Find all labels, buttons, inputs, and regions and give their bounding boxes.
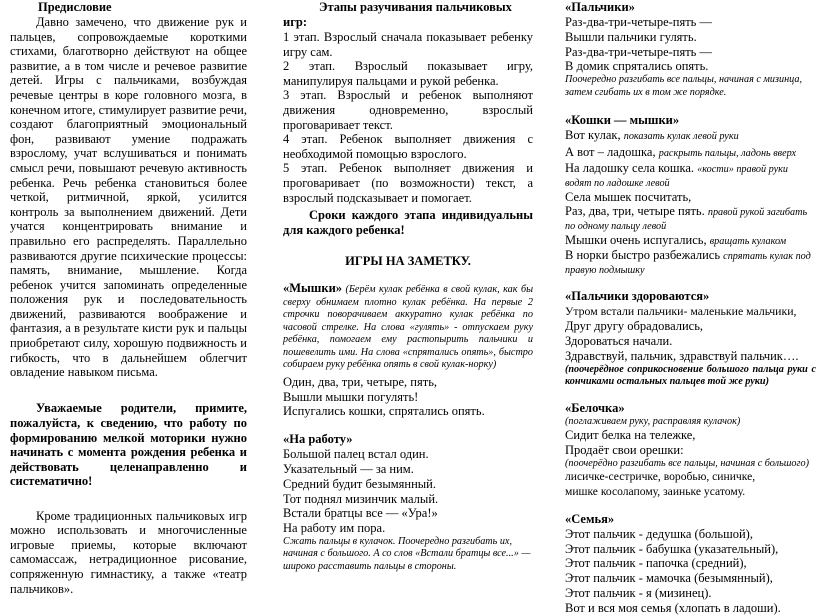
preface-intro: Давно замечено, что движение рук и пальцев, сопровождаемые короткими стихами, благотворно действуют на общее развитие, а в том числе и речевое развитие детей. Игры с пальчиками, возбуждая речевые центры в коре головного мозга, в конечном итоге, стимулирует развитие речи, создают благоприятный эмоциональный фон, развивают умение подражать взрослому, учат вслушиваться и понимать смысл речи, повышают речевую активность ребенка. Речь ребенка становиться более четкой, ритмичной, яркой, усилится контроль за выполнением движений. Дети учатся концентрировать внимание и правильно его распределять. Параллельно развиваются другие психические процессы: память, внимание, мышление. Когда ребенок учится запоминать определенные положения рук и последовательность движений, развиваются воображение и фантазия, а в результате кисти рук и пальцы приобретают силу, хорошую подвижность и гибкость, что в дальнейшем облегчит овладение навыком письма. [10, 15, 247, 380]
squirrel-line: мишке косолапому, заиньке усатому. [565, 484, 746, 498]
cats-note: правой рукой загибать по одному пальцу левой [565, 206, 808, 232]
stage-4: 4 этап. Ребенок выполняет движения с необходимой помощью взрослого. [283, 132, 533, 161]
column-preface [10, 0, 247, 596]
squirrel-note: (поочерёдно разгибать все пальцы, начиная с большого) [565, 457, 809, 469]
cats-line: Раз, два, три, четыре пять. [565, 203, 705, 218]
game-family [565, 512, 816, 616]
stage-5: 5 этап. Ребенок выполняет движения и проговаривает (по возможности) текст, а взрослый подсказывает и помогает. [283, 161, 533, 205]
mice-instruction: (Берём кулак ребёнка в свой кулак, как бы сверху обнимаем плотно кулак ребёнка. На первые 2 строчки поворачиваем аккуратно кулак ребёнка по часовой стрелке. На слова «гулять» - отпускаем руку ребёнка, помогаем ему растопырить пальчики и пошевелить ими. На слова «спрятались опять», быстро собираем руку ребёнка опять в свой кулак-норку) [283, 284, 533, 371]
stage-2: 2 этап. Взрослый показывает игру, манипулируя пальцами и рукой ребенка. [283, 59, 533, 88]
fingers-instruction: Поочередно разгибать все пальцы, начиная с мизинца, затем сгибать их в том же порядке. [565, 74, 802, 98]
mice-title: «Мышки» [283, 281, 343, 296]
work-title: «На работу» [283, 432, 353, 447]
squirrel-line: Сидит белка на тележке, [565, 428, 696, 443]
game-healthy [565, 289, 816, 388]
game-mice [283, 282, 533, 419]
cats-note: показать кулак левой руки [623, 131, 739, 143]
game-fingers [565, 0, 816, 99]
deadline-note: Сроки каждого этапа индивидуальны для каждого ребенка! [283, 208, 533, 237]
game-squirrel [565, 401, 816, 500]
cats-line: Села мышек посчитать, [565, 189, 692, 204]
work-line: Указательный — за ним. [283, 462, 414, 476]
preface-closing: Кроме традиционных пальчиковых игр можно использовать и многочисленные игровые приемы, которые включают самомассаж, нетрадиционное рисование, сопряженную гимнастику, а также «театр пальчиков». [10, 508, 247, 596]
cats-note: вращать кулаком [709, 235, 787, 247]
work-instruction: Сжать пальцы в кулачок. Поочередно разгибать их, начиная с большого. А со слов «Встали братцы все...» — широко расставить пальцы в стороны. [283, 535, 531, 572]
stage-1: 1 этап. Взрослый сначала показывает ребенку игру сам. [283, 30, 533, 59]
cats-line: А вот – ладошка, [565, 144, 656, 159]
work-line: Средний будит безымянный. [283, 476, 436, 491]
healthy-line: Здороваться начали. [565, 333, 673, 348]
family-line: Этот пальчик - дедушка (большой), [565, 526, 753, 541]
family-line: Вот и вся моя семья (хлопать в ладоши). [565, 600, 781, 615]
mice-line: Вышли мышки погулять! [283, 389, 419, 404]
work-line: Тот поднял мизинчик малый. [283, 491, 439, 506]
column-stages [283, 0, 533, 576]
cats-line: На ладошку села кошка. [565, 160, 695, 175]
healthy-line: Утром встали пальчики- маленькие мальчики, [565, 304, 797, 319]
family-line: Этот пальчик - я (мизинец). [565, 585, 712, 600]
game-work [283, 432, 533, 573]
cats-title: «Кошки — мышки» [565, 113, 680, 128]
fingers-line: Раз-два-три-четыре-пять — [565, 44, 713, 59]
cats-line: В норки быстро разбежались [565, 248, 721, 263]
work-line: Встали братцы все — «Ура!» [283, 506, 438, 521]
family-title: «Семья» [565, 511, 615, 526]
games-title: ИГРЫ НА ЗАМЕТКУ. [345, 254, 471, 269]
cats-note: раскрыть пальцы, ладонь вверх [658, 147, 797, 159]
squirrel-line: Продаёт свои орешки: [565, 442, 684, 457]
fingers-line: Вышли пальчики гулять. [565, 29, 697, 44]
fingers-line: В домик спрятались опять. [565, 59, 709, 74]
squirrel-line: лисичке-сестричке, воробью, синичке, [565, 470, 756, 484]
healthy-line: Здравствуй, пальчик, здравствуй пальчик…. [565, 348, 799, 363]
healthy-instruction: (поочерёдное соприкосновение большого пальца руки с кончиками остальных пальцев той же руки) [565, 363, 816, 388]
work-line: На работу им пора. [283, 521, 386, 536]
fingers-line: Раз-два-три-четыре-пять — [565, 15, 713, 29]
game-cats [565, 113, 816, 277]
cats-note: спрятать кулак под правую подмышку [565, 251, 811, 277]
cats-line: Вот кулак, [565, 128, 621, 143]
family-line: Этот пальчик - бабушка (указательный), [565, 541, 779, 556]
squirrel-note: (поглаживаем руку, расправляя кулачок) [565, 415, 741, 427]
cats-note: «кости» правой руки водят по ладошке левой [565, 163, 788, 189]
cats-line: Мышки очень испугались, [565, 232, 707, 247]
stages-title: Этапы разучивания пальчиковых игр: [283, 0, 512, 29]
parents-appeal: Уважаемые родители, примите, пожалуйста, к сведению, что работу по формированию мелкой моторики нужно начинать с момента рождения ребенка и действовать целенаправленно и систематично! [10, 401, 247, 489]
column-games [565, 0, 816, 615]
family-line: Этот пальчик - мамочка (безымянный), [565, 571, 773, 586]
mice-line: Испугались кошки, спрятались опять. [283, 404, 485, 419]
healthy-line: Друг другу обрадовались, [565, 319, 704, 334]
squirrel-title: «Белочка» [565, 400, 625, 415]
stage-3: 3 этап. Взрослый и ребенок выполняют движения одновременно, взрослый проговаривает текст. [283, 88, 533, 132]
healthy-title: «Пальчики здороваются» [565, 289, 710, 304]
fingers-title: «Пальчики» [565, 0, 635, 14]
mice-line: Один, два, три, четыре, пять, [283, 374, 438, 389]
family-line: Этот пальчик - папочка (средний), [565, 556, 747, 571]
work-line: Большой палец встал один. [283, 447, 429, 462]
preface-heading: Предисловие [38, 0, 112, 14]
